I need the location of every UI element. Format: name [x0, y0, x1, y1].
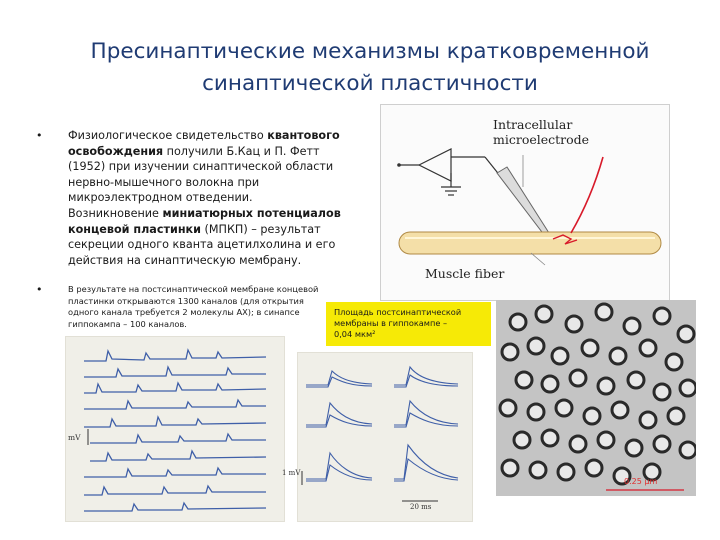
title-line-1: Пресинаптические механизмы кратковременной	[90, 39, 650, 64]
trace-line	[306, 371, 372, 385]
bullet-marker: •	[36, 129, 43, 142]
vesicle-micrograph	[496, 300, 696, 496]
electrode-label: Intracellular microelectrode	[493, 117, 590, 147]
trace-group	[306, 367, 458, 481]
bullet1-line-6: Возникновение миниатюрных потенциалов	[68, 206, 341, 220]
muscle-fiber-label: Muscle fiber	[425, 266, 505, 281]
fiber-leader-line	[531, 253, 545, 265]
bullet1-line-3: (1952) при изучении синаптической области	[68, 160, 334, 174]
bullet1-line-7: концевой пластинки (МПКП) – результат	[68, 222, 321, 236]
trace-line	[394, 401, 458, 425]
trace-line	[306, 453, 372, 479]
microelectrode-diagram	[380, 104, 670, 301]
bullet-marker: •	[36, 283, 43, 296]
micrograph-scale-label: 0.25 µm	[624, 477, 658, 486]
micrograph-image	[496, 300, 696, 496]
epsp-traces	[298, 353, 474, 523]
trace-line	[84, 486, 266, 495]
trace-line	[306, 403, 372, 425]
trace-line	[84, 417, 266, 427]
epsp-traces-panel	[282, 352, 473, 522]
trace-line	[84, 350, 266, 361]
mepp-traces	[66, 337, 286, 523]
callout-line-2: мембраны в гиппокампе –	[334, 318, 448, 328]
trace-line	[394, 445, 458, 479]
bullet1-line-2: освобождения получили Б.Кац и П. Фетт	[68, 144, 320, 158]
bullet2-line-3: одного канала требуется 2 молекулы АХ); в синапсе	[68, 307, 300, 317]
trace-line	[84, 367, 266, 377]
title-line-2: синаптической пластичности	[202, 71, 538, 96]
callout-line-3: 0,04 мкм²	[334, 329, 376, 339]
callout-line-1: Площадь постсинаптической	[334, 307, 462, 317]
muscle-fiber	[399, 232, 661, 254]
motor-axon	[571, 157, 603, 233]
bullet2-line-4: гиппокампа – 100 каналов.	[68, 318, 187, 329]
trace-group	[84, 350, 266, 511]
trace-line	[90, 434, 266, 443]
membrane-area-callout	[326, 302, 491, 346]
bullet1-line-4: нервно-мышечного волокна при	[68, 175, 260, 189]
slide-title	[40, 36, 700, 100]
bullet2-line-2: пластинки открываются 1300 каналов (для открытия	[68, 295, 304, 306]
amplifier-icon	[419, 149, 451, 181]
trace-line	[84, 468, 266, 477]
trace-line	[90, 451, 266, 461]
bullet2-line-1: В результате на постсинаптической мембране концевой	[68, 284, 319, 294]
one-mv-label: 1 mV	[282, 469, 301, 477]
bullet1-line-9: действия на синаптическую мембрану.	[68, 253, 302, 267]
twenty-ms-label: 20 ms	[410, 503, 432, 511]
bullet1-line-8: секреции одного кванта ацетилхолина и его	[68, 238, 336, 252]
bullet-text	[68, 284, 338, 330]
bullet1-line-5: микроэлектродном отведении.	[68, 191, 253, 205]
trace-line	[84, 400, 266, 409]
bullet1-line-1: Физиологическое свидетельство квантового	[68, 129, 340, 142]
bullet-text	[68, 128, 368, 268]
trace-line	[84, 383, 266, 393]
mv-label: mV	[68, 433, 81, 442]
mepp-traces-panel	[65, 336, 285, 522]
output-terminal	[397, 163, 401, 167]
trace-line	[84, 503, 266, 511]
